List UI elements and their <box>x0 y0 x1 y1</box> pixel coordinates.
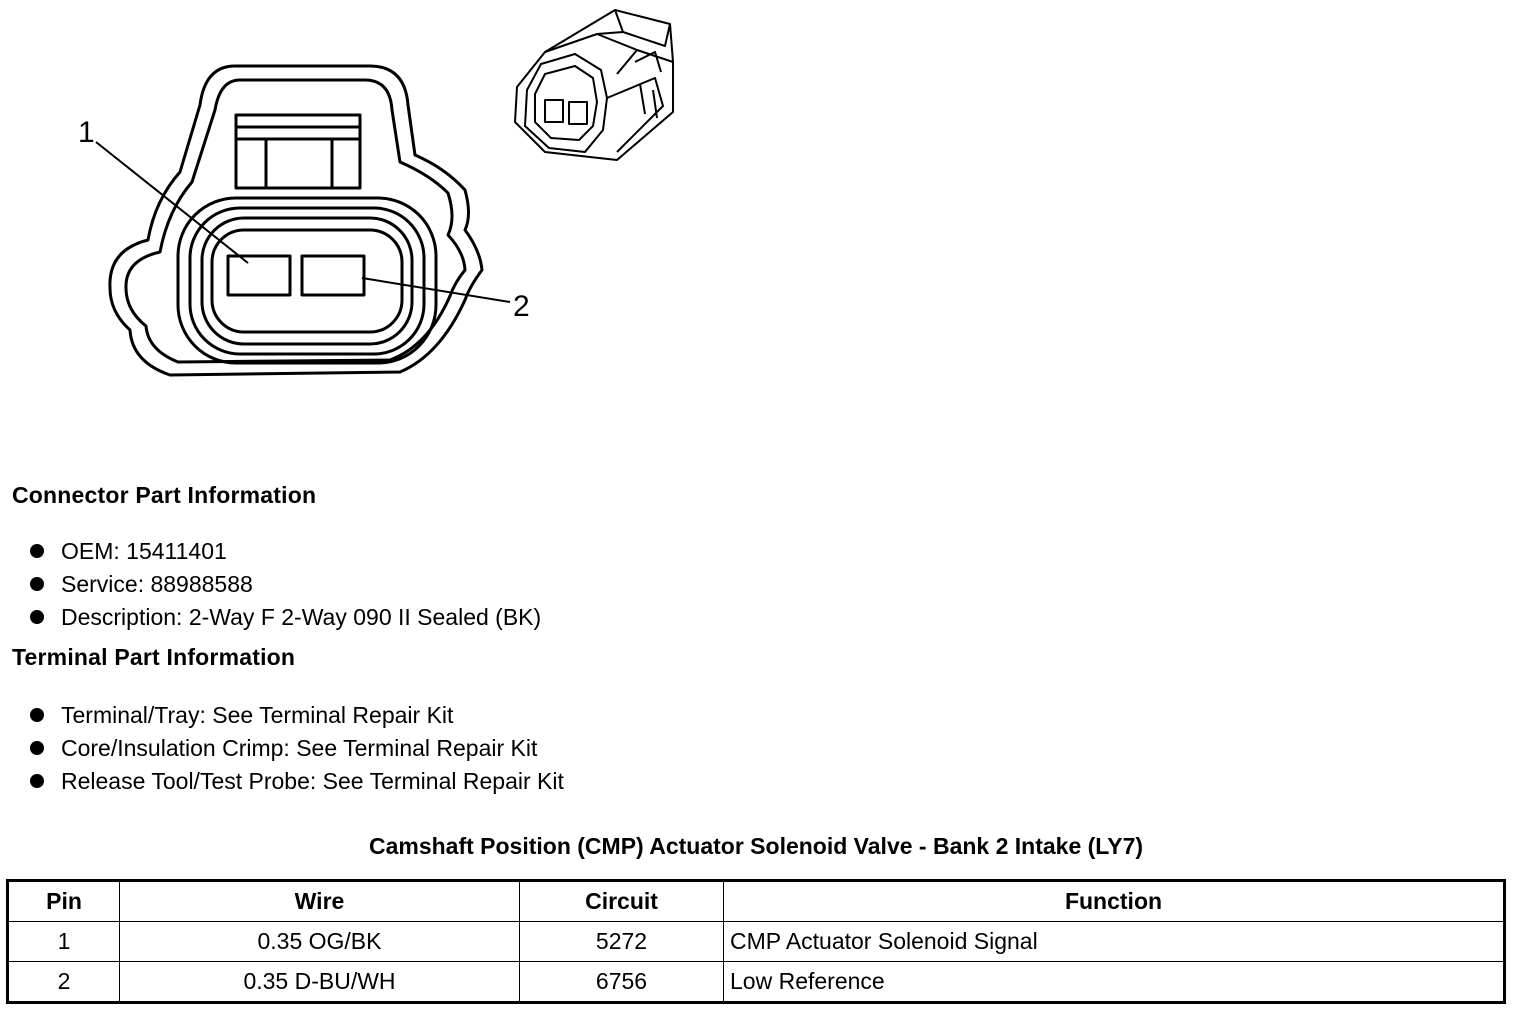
pin-1-leader <box>96 142 248 263</box>
terminal-cavity-frame <box>212 230 402 332</box>
column-header-circuit: Circuit <box>520 881 724 922</box>
circuit-cell: 5272 <box>520 922 724 962</box>
connector-isometric-view <box>505 2 680 172</box>
function-cell: Low Reference <box>724 962 1505 1003</box>
iso-cavity-2 <box>569 102 587 124</box>
list-item: Description: 2-Way F 2-Way 090 II Sealed (BK) <box>30 602 541 635</box>
wire-cell: 0.35 D-BU/WH <box>120 962 520 1003</box>
iso-cavity-1 <box>545 100 563 122</box>
connector-part-info-heading: Connector Part Information <box>12 482 317 508</box>
pin-2-callout: 2 <box>513 290 530 323</box>
table-row <box>8 962 1505 1003</box>
wire-cell: 0.35 OG/BK <box>120 922 520 962</box>
terminal-cavity-1 <box>228 256 290 295</box>
pin-cell: 1 <box>8 922 120 962</box>
list-item: Core/Insulation Crimp: See Terminal Repair Kit <box>30 733 564 766</box>
table-title: Camshaft Position (CMP) Actuator Solenoid Valve - Bank 2 Intake (LY7) <box>368 833 1144 859</box>
pin-1-callout: 1 <box>78 116 95 149</box>
table-row <box>8 922 1505 962</box>
column-header-function: Function <box>724 881 1505 922</box>
column-header-pin: Pin <box>8 881 120 922</box>
latch-slot-right <box>332 139 360 188</box>
pinout-table <box>6 879 1506 1004</box>
pin-cell: 2 <box>8 962 120 1003</box>
connector-inner-outline <box>126 80 465 362</box>
terminal-part-info-list <box>30 700 564 799</box>
bullet-icon <box>30 708 44 722</box>
connector-part-info-list <box>30 536 541 635</box>
seal-ring-outer <box>178 198 436 363</box>
latch-slot-center <box>266 139 332 188</box>
latch-slot-left <box>236 139 266 188</box>
bullet-icon <box>30 774 44 788</box>
connector-outer-outline <box>110 66 482 375</box>
function-cell: CMP Actuator Solenoid Signal <box>724 922 1505 962</box>
list-item: Terminal/Tray: See Terminal Repair Kit <box>30 700 564 733</box>
column-header-wire: Wire <box>120 881 520 922</box>
connector-face-diagram <box>70 50 570 390</box>
bullet-icon <box>30 544 44 558</box>
list-item: OEM: 15411401 <box>30 536 541 569</box>
list-item: Service: 88988588 <box>30 569 541 602</box>
bullet-icon <box>30 741 44 755</box>
terminal-cavity-2 <box>302 256 364 295</box>
terminal-part-info-heading: Terminal Part Information <box>12 644 296 670</box>
bullet-icon <box>30 577 44 591</box>
list-item: Release Tool/Test Probe: See Terminal Repair Kit <box>30 766 564 799</box>
bullet-icon <box>30 610 44 624</box>
table-header-row <box>8 881 1505 922</box>
circuit-cell: 6756 <box>520 962 724 1003</box>
